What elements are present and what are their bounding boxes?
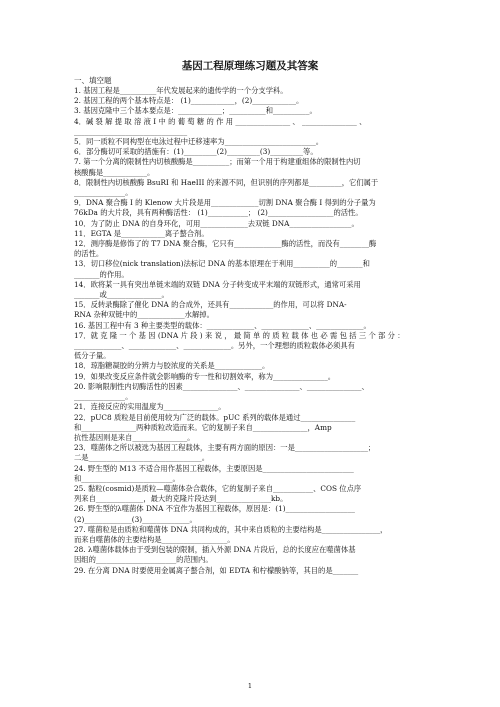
question-item [74,321,436,331]
question-line: 19．如果改变反应条件就会影响酶的专一性和切割效率，称为_______________。 [74,371,336,381]
question-line: 17．就 克 隆 一 个 基 因 (DNA 片 段 ) 来 说 ， 最 简 单 的 质 粒 载 体 也 必 需 包 括 三 个 部 分 ： [74,330,405,340]
question-line: 二是_______________________________。 [74,453,209,463]
question-line: 29. 在分离 DNA 时要使用金属离子螯合剂，如 EDTA 和柠檬酸钠等，其目的是_______ [74,565,359,575]
question-list [74,86,436,576]
question-item [74,239,436,259]
question-line: 76kDa 的大片段，具有两种酶活性： (1)___________； (2)__________________的活性。 [74,208,363,218]
question-line: RNA 杂种双链中的_____________水解掉。 [74,310,214,320]
question-line: 13．切口移位(nick translation)法标记 DNA 的基本原理在于利用__________的_______和 [74,259,370,269]
question-item [74,545,436,565]
question-item [74,504,436,524]
question-item [74,525,436,545]
question-item [74,331,436,362]
question-line: 11．EGTA 是____________离子螯合剂。 [74,228,209,238]
question-line: 5．同一质粒不同构型在电泳过程中迁移速率为_________________________。 [74,137,324,147]
question-item [74,229,436,239]
question-line: 18．琼脂糖凝胶的分辨力与胶浓度的关系是_____________。 [74,361,270,371]
question-line: 的活性。 [74,249,104,259]
document-title: 基因工程原理练习题及其答案 [181,60,319,72]
question-line: 列来自_____________，最大的克隆片段达到_______________kb。 [74,494,288,504]
question-item [74,566,436,576]
question-line: 25. 黏粒(cosmid)是质粒—噬菌体杂合载体，它的复制子来自___________、COS 位点序 [74,483,362,493]
question-line: 21．连接反应的实用温度为_______________。 [74,402,226,412]
question-line: 和_________________________。 [74,473,180,483]
question-line: 抗性基因则是来自_______________。 [74,432,195,442]
question-item [74,464,436,484]
question-line: 20. 影响限制性内切酶活性的因素_______________、_______________、_______________、 [74,381,369,391]
question-line: _____________、_____________、_____________。另外，一个理想的质粒载体必须具有 [74,341,355,351]
question-line: 7. 第一个分离的限制性内切核酸酶是__________；而第一个用于构建重组体的限制性内切 [74,157,361,167]
question-line: 27. 噬菌粒是由质粒和噬菌体 DNA 共同构成的，其中来自质粒的主要结构是________________， [74,524,388,534]
question-line: _______或_______________。 [74,290,169,300]
question-line: ______________。 [74,392,133,402]
question-line: 14．欧将某一具有突出单链末端的双链 DNA 分子转变成平末端的双链形式，通常可采用 [74,279,361,289]
question-line: 而来自噬菌体的主要结构是__________________。 [74,534,235,544]
question-item [74,300,436,320]
question-line: 8．限制性内切核酸酶 BsuRI 和 HaeIII 的来源不同，但识别的序列都是_________，它们属于 [74,177,379,187]
question-line: 16. 基因工程中有 3 种主要类型的载体：_____________、_____________、_____________。 [74,320,371,330]
question-item [74,484,436,504]
question-item [74,382,436,402]
question-item [74,280,436,300]
question-item [74,413,436,444]
question-item [74,96,436,106]
question-line: 2. 基因工程的两个基本特点是： (1)____________，(2)____________。 [74,96,304,106]
question-item [74,137,436,147]
question-line: _______________________________ [74,126,188,136]
question-line: 23．噬菌体之所以被选为基因工程载体，主要有两方面的原因：一是____________________； [74,443,376,453]
question-line: 15．反转录酶除了催化 DNA 的合成外，还具有____________的作用，可以将 DNA- [74,300,347,310]
question-line: 28. λ噬菌体载体由于受到包装的限制，插入外源 DNA 片段后，总的长度应在噬菌体基 [74,545,356,555]
question-item [74,402,436,412]
question-item [74,198,436,218]
question-line: 6．部分酶切可采取的措施有：(1)_________(2)_________(3)_________等。 [74,147,318,157]
question-item [74,443,436,463]
question-item [74,178,436,198]
question-line: (2)_____________(3)_____________。 [74,514,197,524]
question-line: 1. 基因工程是__________年代发展起来的遗传学的一个分支学科。 [74,86,288,95]
question-item [74,361,436,371]
question-line: ______________。 [74,188,133,198]
question-line: 和_______________两种质粒改造而来。它的复制子来自_______________，Amp [74,422,332,432]
question-line: 10．为了防止 DNA 的自身环化，可用_____________去双链 DNA_________________。 [74,218,359,228]
question-line: 因组的______________________的范围内。 [74,555,213,565]
question-line: 核酸酶是____________。 [74,167,155,177]
question-line: 低分子量。 [74,351,111,361]
question-item [74,372,436,382]
question-item [74,117,436,137]
question-item [74,106,436,116]
question-line: 4．碱 裂 解 提 取 溶 液 I 中 的 葡 萄 糖 的 作 用 _______________ 、 _______________ 、 [74,116,367,126]
question-line: 12．测序酶是修饰了的 T7 DNA 聚合酶，它只有_____________酶的活性，而没有________酶 [74,239,377,249]
question-line: _______的作用。 [74,269,129,279]
question-line: 26. 野生型的λ噬菌体 DNA 不宜作为基因工程载体，原因是：(1)___________________ [74,504,355,514]
question-item [74,147,436,157]
question-line: 3. 基因克隆中三个基本要点是：____________；__________和__________。 [74,106,317,116]
question-line: 22．pUC8 质粒是目前使用较为广泛的载体。pUC 系列的载体是通过_______________ [74,412,356,422]
question-line: 9．DNA 聚合酶 I 的 Klenow 大片段是用_____________切割 DNA 聚合酶 I 得到的分子量为 [74,198,376,208]
question-item [74,157,436,177]
question-item [74,219,436,229]
page-number: 1 [247,682,253,690]
section-heading: 一、填空题 [74,76,112,85]
question-item [74,259,436,279]
question-item [74,86,436,96]
question-line: 24. 野生型的 M13 不适合用作基因工程载体，主要原因是_________________________ [74,463,354,473]
